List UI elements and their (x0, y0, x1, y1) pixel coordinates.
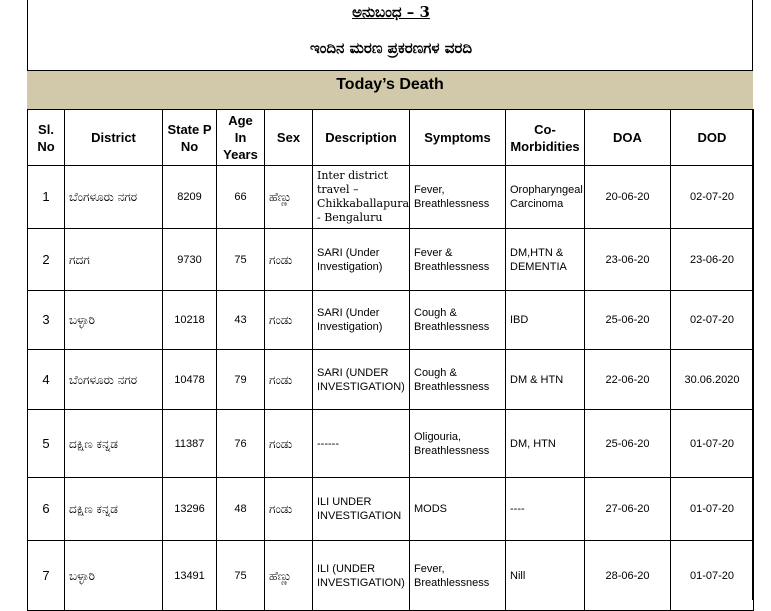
table-row (28, 291, 754, 350)
dod-cell: 01-07-20 (671, 410, 754, 478)
sex-cell: ಗಂಡು (265, 350, 313, 410)
sl-cell: 2 (28, 229, 65, 291)
table-header-row (28, 110, 754, 166)
table-row (28, 350, 754, 410)
description-cell: SARI (UNDER INVESTIGATION) (313, 350, 410, 410)
col-doa: DOA (585, 110, 671, 166)
dod-cell: 30.06.2020 (671, 350, 754, 410)
death-cases-table (27, 109, 754, 611)
table-row (28, 410, 754, 478)
doa-cell: 27-06-20 (585, 478, 671, 541)
symptoms-cell: Fever, Breathlessness (410, 541, 506, 611)
district-cell: ದಕ್ಷಿಣ ಕನ್ನಡ (65, 410, 163, 478)
table-row (28, 478, 754, 541)
description-cell: ILI UNDER INVESTIGATION (313, 478, 410, 541)
sex-cell: ಗಂಡು (265, 478, 313, 541)
age-cell: 75 (217, 541, 265, 611)
symptoms-cell: Cough & Breathlessness (410, 350, 506, 410)
col-comorbidities: Co-Morbidities (506, 110, 585, 166)
comorbidities-cell: ---- (506, 478, 585, 541)
sex-cell: ಹೆಣ್ಣು (265, 541, 313, 611)
col-sex: Sex (265, 110, 313, 166)
doa-cell: 28-06-20 (585, 541, 671, 611)
state-p-no-cell: 13491 (163, 541, 217, 611)
comorbidities-cell: DM, HTN (506, 410, 585, 478)
comorbidities-cell: DM,HTN & DEMENTIA (506, 229, 585, 291)
sl-cell: 6 (28, 478, 65, 541)
age-cell: 75 (217, 229, 265, 291)
district-cell: ಬೆಂಗಳೂರು ನಗರ (65, 350, 163, 410)
dod-cell: 02-07-20 (671, 166, 754, 229)
sl-cell: 4 (28, 350, 65, 410)
annexure-heading: ಅನುಬಂಧ – 3 (352, 3, 430, 21)
dod-cell: 01-07-20 (671, 478, 754, 541)
state-p-no-cell: 9730 (163, 229, 217, 291)
state-p-no-cell: 13296 (163, 478, 217, 541)
symptoms-cell: Fever, Breathlessness (410, 166, 506, 229)
state-p-no-cell: 11387 (163, 410, 217, 478)
sl-cell: 3 (28, 291, 65, 350)
district-cell: ಬೆಂಗಳೂರು ನಗರ (65, 166, 163, 229)
comorbidities-cell: Oropharyngeal Carcinoma (506, 166, 585, 229)
doa-cell: 22-06-20 (585, 350, 671, 410)
sex-cell: ಹೆಣ್ಣು (265, 166, 313, 229)
sex-cell: ಗಂಡು (265, 291, 313, 350)
col-age: Age In Years (217, 110, 265, 166)
age-cell: 43 (217, 291, 265, 350)
todays-death-banner: Today’s Death (27, 70, 753, 110)
symptoms-cell: Oligouria, Breathlessness (410, 410, 506, 478)
symptoms-cell: Cough & Breathlessness (410, 291, 506, 350)
description-cell: SARI (Under Investigation) (313, 291, 410, 350)
col-description: Description (313, 110, 410, 166)
table-row (28, 229, 754, 291)
comorbidities-cell: DM & HTN (506, 350, 585, 410)
age-cell: 48 (217, 478, 265, 541)
description-cell: ------ (313, 410, 410, 478)
table-row (28, 166, 754, 229)
age-cell: 66 (217, 166, 265, 229)
col-dod: DOD (671, 110, 754, 166)
comorbidities-cell: IBD (506, 291, 585, 350)
district-cell: ಬಳ್ಳಾರಿ (65, 291, 163, 350)
symptoms-cell: MODS (410, 478, 506, 541)
age-cell: 76 (217, 410, 265, 478)
state-p-no-cell: 8209 (163, 166, 217, 229)
description-cell: Inter district travel – Chikkaballapura - Bengaluru (313, 166, 410, 229)
dod-cell: 23-06-20 (671, 229, 754, 291)
comorbidities-cell: Nill (506, 541, 585, 611)
sl-cell: 5 (28, 410, 65, 478)
sex-cell: ಗಂಡು (265, 410, 313, 478)
doa-cell: 23-06-20 (585, 229, 671, 291)
doa-cell: 20-06-20 (585, 166, 671, 229)
description-cell: ILI (UNDER INVESTIGATION) (313, 541, 410, 611)
doa-cell: 25-06-20 (585, 410, 671, 478)
col-district: District (65, 110, 163, 166)
sex-cell: ಗಂಡು (265, 229, 313, 291)
col-state-p-no: State P No (163, 110, 217, 166)
state-p-no-cell: 10478 (163, 350, 217, 410)
description-cell: SARI (Under Investigation) (313, 229, 410, 291)
dod-cell: 01-07-20 (671, 541, 754, 611)
district-cell: ಬಳ್ಳಾರಿ (65, 541, 163, 611)
state-p-no-cell: 10218 (163, 291, 217, 350)
col-symptoms: Symptoms (410, 110, 506, 166)
doa-cell: 25-06-20 (585, 291, 671, 350)
district-cell: ಗದಗ (65, 229, 163, 291)
sl-cell: 7 (28, 541, 65, 611)
sl-cell: 1 (28, 166, 65, 229)
district-cell: ದಕ್ಷಿಣ ಕನ್ನಡ (65, 478, 163, 541)
dod-cell: 02-07-20 (671, 291, 754, 350)
age-cell: 79 (217, 350, 265, 410)
table-row (28, 541, 754, 611)
col-sl-no: Sl. No (28, 110, 65, 166)
report-title: ಇಂದಿನ ಮರಣ ಪ್ರಕರಣಗಳ ವರದಿ (309, 39, 473, 57)
symptoms-cell: Fever & Breathlessness (410, 229, 506, 291)
